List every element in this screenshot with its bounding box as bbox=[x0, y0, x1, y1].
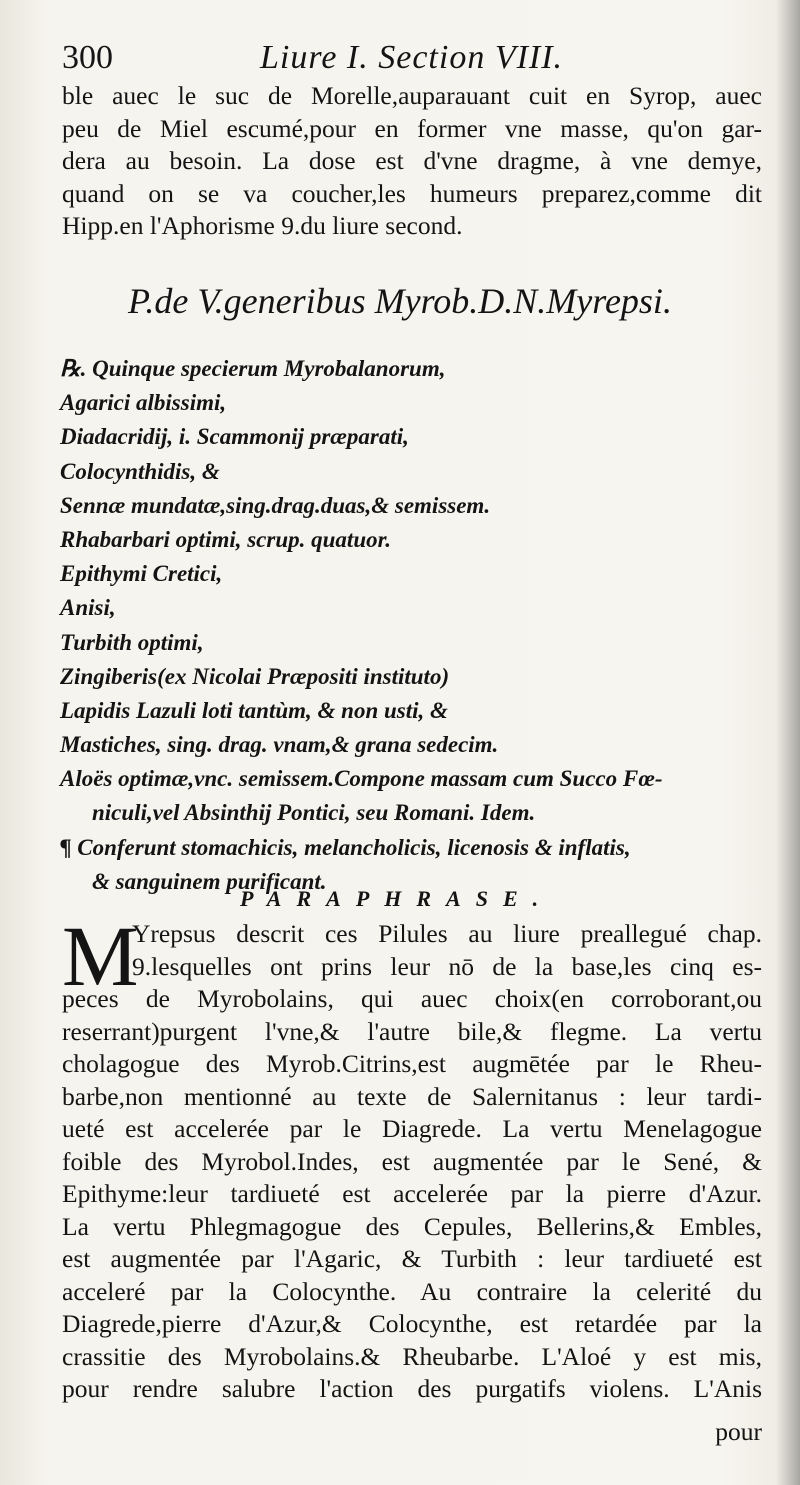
recipe-line: Lapidis Lazuli loti tantùm, & non usti, & bbox=[60, 697, 448, 723]
recipe-list bbox=[60, 352, 770, 899]
recipe-line: Aloës optimæ,vnc. semissem.Compone massam cum Succo Fœ- bbox=[60, 766, 663, 792]
intro-paragraph bbox=[62, 80, 762, 243]
recipe-line: Agarici albissimi, bbox=[60, 390, 227, 416]
paraphrase-line: acceleré par la Colocynthe. Au contraire la celerité du bbox=[62, 1276, 762, 1306]
page-header bbox=[62, 38, 762, 78]
recipe-line: Zingiberis(ex Nicolai Præpositi instituto) bbox=[60, 663, 450, 689]
recipe-line: Sennæ mundatæ,sing.drag.duas,& semissem. bbox=[60, 492, 491, 518]
recipe-line: ¶ Conferunt stomachicis, melancholicis, licenosis & inflatis, bbox=[60, 834, 631, 860]
paraphrase-heading: PARAPHRASE. bbox=[240, 886, 554, 911]
intro-line: dera au besoin. La dose est d'vne dragme, à vne demye, bbox=[62, 146, 762, 175]
recipe-line: Diadacridij, i. Scammonij præparati, bbox=[60, 424, 409, 450]
formula-title: P.de V.generibus Myrob.D.N.Myrepsi. bbox=[128, 281, 672, 321]
paraphrase-line: barbe,non mentionné au texte de Salernitanus : leur tardi- bbox=[62, 1081, 762, 1111]
recipe-line: Anisi, bbox=[60, 595, 116, 621]
page-number: 300 bbox=[62, 39, 113, 76]
paraphrase-line: pour rendre salubre l'action des purgatifs violens. L'Anis bbox=[62, 1374, 762, 1403]
paraphrase-line: peces de Myrobolains, qui auec choix(en corroborant,ou bbox=[62, 984, 762, 1013]
running-title: Liure I. Section VIII. bbox=[260, 39, 564, 76]
recipe-line: Rhabarbari optimi, scrup. quatuor. bbox=[60, 526, 392, 552]
paraphrase-line: 9.lesquelles ont prins leur nō de la base,les cinq es- bbox=[132, 951, 762, 981]
paraphrase-line: Diagrede,pierre d'Azur,& Colocynthe, est retardée par la bbox=[62, 1309, 762, 1338]
catchword: pour bbox=[715, 1417, 762, 1446]
recipe-line: niculi,vel Absinthij Pontici, seu Romani. Idem. bbox=[92, 800, 536, 826]
paraphrase-line: Yrepsus descrit ces Pilules au liure preallegué chap. bbox=[132, 919, 762, 948]
paraphrase-line: crassitie des Myrobolains.& Rheubarbe. L'Aloé y est mis, bbox=[62, 1341, 762, 1371]
page-edge-shadow bbox=[776, 0, 800, 1485]
paraphrase-line: La vertu Phlegmagogue des Cepules, Bellerins,& Embles, bbox=[62, 1211, 762, 1241]
recipe-line: Epithymi Cretici, bbox=[60, 561, 223, 587]
paraphrase-line: foible des Myrobol.Indes, est augmentée par le Sené, & bbox=[62, 1146, 762, 1176]
recipe-line: Colocynthidis, & bbox=[60, 458, 220, 484]
paraphrase-line: Epithyme:leur tardiueté est accelerée par la pierre d'Azur. bbox=[62, 1179, 762, 1208]
paraphrase-line: cholagogue des Myrob.Citrins,est augmētée par le Rheu- bbox=[62, 1049, 762, 1078]
recipe-line: & sanguinem purificant. bbox=[92, 868, 327, 894]
intro-line: peu de Miel escumé,pour en former vne masse, qu'on gar- bbox=[62, 113, 762, 143]
recipe-line: Turbith optimi, bbox=[60, 629, 204, 655]
paraphrase-line: ueté est accelerée par le Diagrede. La vertu Menelagogue bbox=[62, 1114, 762, 1143]
paraphrase-line: est augmentée par l'Agaric, & Turbith : leur tardiueté est bbox=[62, 1244, 762, 1273]
recipe-line: Mastiches, sing. drag. vnam,& grana sedecim. bbox=[60, 732, 499, 758]
intro-line: quand on se va coucher,les humeurs preparez,comme dit bbox=[62, 178, 762, 208]
intro-line: Hipp.en l'Aphorisme 9.du liure second. bbox=[62, 211, 463, 240]
intro-line: ble auec le suc de Morelle,auparauant cuit en Syrop, auec bbox=[62, 81, 762, 110]
recipe-line: ℞. Quinque specierum Myrobalanorum, bbox=[60, 356, 446, 381]
paraphrase-line: reserrant)purgent l'vne,& l'autre bile,& flegme. La vertu bbox=[62, 1016, 762, 1046]
paraphrase-paragraph bbox=[62, 908, 762, 1406]
drop-cap: M bbox=[62, 908, 139, 1004]
